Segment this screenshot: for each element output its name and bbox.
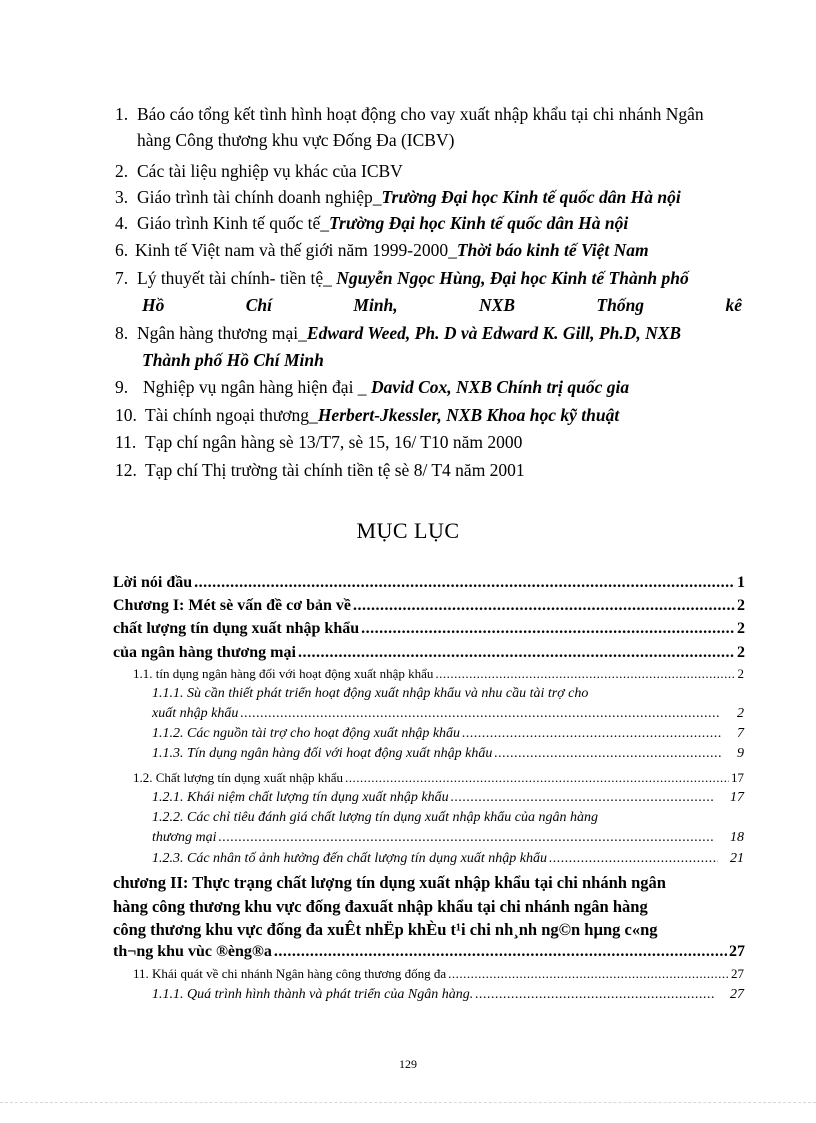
page-edge-divider	[0, 1102, 816, 1104]
toc-entry-chapter-2-line1[interactable]: chương II: Thực trạng chất lượng tín dụng xuất nhập khẩu tại chi nhánh ngân	[113, 873, 666, 892]
reference-2: 2. Các tài liệu nghiệp vụ khác của ICBV	[115, 161, 403, 181]
toc-entry-chapter-1-line3[interactable]: của ngân hàng thương mại ..... 2	[113, 644, 745, 662]
toc-entry-chapter-2-line3[interactable]: công thương khu vực đống đa xuÊt nhËp khÈu t¹i chi nh¸nh ng©n hµng c«ng	[113, 920, 658, 939]
toc-entry-1-2-1[interactable]: 1.2.1. Khái niệm chất lượng tín dụng xuất nhập khẩu ..... 17	[152, 790, 744, 806]
toc-entry-2-1-1[interactable]: 1.1.1. Quá trình hình thành và phát triển của Ngân hàng. ..... 27	[152, 987, 744, 1003]
toc-entry-chapter-2[interactable]: th¬ng khu vùc ®èng®a ..... 27	[113, 943, 745, 961]
reference-7-cont: Hồ Chí Minh, NXB Thống kê	[142, 295, 742, 315]
toc-title: MỤC LỤC	[356, 518, 460, 543]
toc-entry-chapter-1-line2[interactable]: chất lượng tín dụng xuất nhập khẩu ..... 2	[113, 620, 745, 638]
toc-entry-1-1-2[interactable]: 1.1.2. Các nguồn tài trợ cho hoạt động xuất nhập khẩu ..... 7	[152, 726, 744, 742]
reference-7: 7. Lý thuyết tài chính- tiền tệ_ Nguyễn Ngọc Hùng, Đại học Kinh tế Thành phố	[115, 268, 689, 288]
toc-entry-1-1-1[interactable]: xuất nhập khẩu ..... 2	[152, 706, 744, 722]
reference-8: 8. Ngân hàng thương mại_Edward Weed, Ph. D và Edward K. Gill, Ph.D, NXB	[115, 323, 682, 343]
reference-1: 1. Báo cáo tổng kết tình hình hoạt động cho vay xuất nhập khẩu tại chi nhánh Ngân	[115, 104, 704, 124]
reference-4: 4. Giáo trình Kinh tế quốc tế_Trường Đại học Kinh tế quốc dân Hà nội	[115, 213, 629, 233]
toc-entry-1-1-3[interactable]: 1.1.3. Tín dụng ngân hàng đối với hoạt động xuất nhập khẩu ..... 9	[152, 746, 744, 762]
toc-entry-loi-noi-dau[interactable]: Lời nói đầu ..... 1	[113, 574, 745, 592]
toc-entry-2-1[interactable]: 11. Khái quát về chi nhánh Ngân hàng công thương đống đa ..... 27	[133, 966, 744, 982]
page-number: 129	[399, 1057, 417, 1071]
reference-10: 10. Tài chính ngoại thương_Herbert-Jkessler, NXB Khoa học kỹ thuật	[115, 405, 620, 425]
toc-entry-1-2[interactable]: 1.2. Chất lượng tín dụng xuất nhập khẩu ..... 17	[133, 770, 744, 786]
toc-entry-1-2-2-line1[interactable]: 1.2.2. Các chỉ tiêu đánh giá chất lượng tín dụng xuất nhập khẩu của ngân hàng	[152, 810, 598, 825]
toc-entry-chapter-2-line2[interactable]: hàng công thương khu vực đống đaxuất nhập khẩu tại chi nhánh ngân hàng	[113, 897, 648, 916]
toc-entry-chapter-1[interactable]: Chương I: Mét sè vấn đề cơ bản về ..... 2	[113, 597, 745, 615]
toc-entry-1-1[interactable]: 1.1. tín dụng ngân hàng đối với hoạt động xuất nhập khẩu ..... 2	[133, 666, 744, 682]
reference-11: 11. Tạp chí ngân hàng sè 13/T7, sè 15, 16/ T10 năm 2000	[115, 432, 523, 452]
toc-entry-1-2-2[interactable]: thương mại ..... 18	[152, 830, 744, 846]
toc-entry-1-2-3[interactable]: 1.2.3. Các nhân tố ảnh hưởng đến chất lượng tín dụng xuất nhập khẩu ..... 21	[152, 851, 744, 867]
reference-12: 12. Tạp chí Thị trường tài chính tiền tệ sè 8/ T4 năm 2001	[115, 460, 525, 480]
reference-6: 6. Kinh tế Việt nam và thế giới năm 1999-2000_Thời báo kinh tế Việt Nam	[115, 240, 649, 260]
reference-9: 9. Nghiệp vụ ngân hàng hiện đại _ David Cox, NXB Chính trị quốc gia	[115, 377, 630, 397]
reference-1-cont: hàng Công thương khu vực Đống Đa (ICBV)	[137, 130, 455, 150]
reference-3: 3. Giáo trình tài chính doanh nghiệp_Trường Đại học Kinh tế quốc dân Hà nội	[115, 187, 681, 207]
toc-entry-1-1-1-line1[interactable]: 1.1.1. Sù cần thiết phát triển hoạt động xuất nhập khẩu và nhu cầu tài trợ cho	[152, 686, 589, 701]
reference-8-cont: Thành phố Hồ Chí Minh	[142, 350, 324, 370]
